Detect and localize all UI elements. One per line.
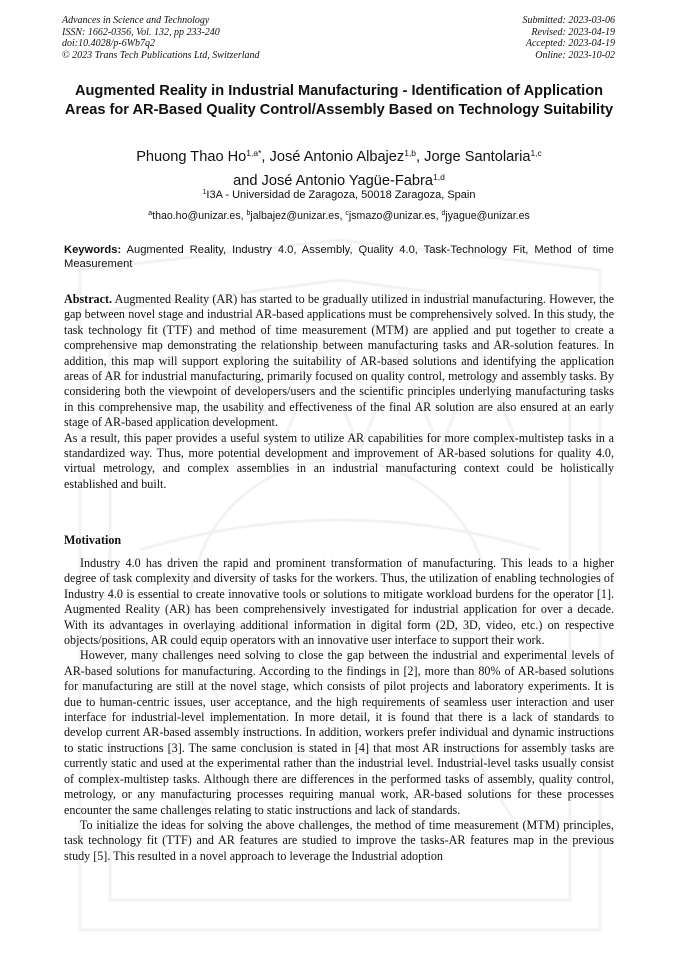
- author-emails: $^a$thao.ho@unizar.es, $^b$jalbajez@unizar.es, $^c$jsmazo@unizar.es, $^d$jyague@unizar.es: [148, 210, 530, 222]
- author-list: [60, 143, 618, 191]
- journal-info: [62, 15, 260, 61]
- keywords-label: Keywords:: [64, 244, 122, 256]
- date-accepted: Accepted: 2023-04-19: [525, 38, 615, 50]
- keywords: [64, 243, 614, 271]
- journal-doi[interactable]: doi:10.4028/p-6Wb7q2: [62, 38, 156, 50]
- author-name: and José Antonio Yagüe-Fabra: [233, 173, 434, 189]
- date-revised: Revised: 2023-04-19: [531, 26, 615, 38]
- email-link[interactable]: thao.ho@unizar.es,: [152, 210, 247, 222]
- journal-copyright: © 2023 Trans Tech Publications Ltd, Switzerland: [62, 49, 260, 61]
- date-online: Online: 2023-10-02: [535, 49, 615, 61]
- email-link[interactable]: jalbajez@unizar.es,: [250, 210, 346, 222]
- keywords-text: Augmented Reality, Industry 4.0, Assembly, Quality 4.0, Task-Technology Fit, Method of time Measurement: [64, 244, 614, 270]
- section-heading-motivation: Motivation: [64, 533, 122, 547]
- publication-dates: [523, 15, 616, 61]
- author-name: Phuong Thao Ho: [136, 149, 247, 165]
- paper-title: Augmented Reality in Industrial Manufacturing - Identification of Application Areas for AR-Based Quality Control/Assembly Based on Technology Suitability: [64, 83, 614, 118]
- affiliation: $^1$I3A - Universidad de Zaragoza, 50018 Zaragoza, Spain: [202, 189, 476, 201]
- author-name: José Antonio Albajez: [269, 149, 405, 165]
- journal-name: Advances in Science and Technology: [62, 15, 210, 26]
- author-affiliation-mark: 1,c: [530, 148, 542, 158]
- abstract: [64, 292, 614, 492]
- journal-issn: ISSN: 1662-0356, Vol. 132, pp 233-240: [62, 26, 220, 38]
- body-paragraph: Industry 4.0 has driven the rapid and prominent transformation of manufacturing. This leads to a higher degree of task complexity and diversity of tasks for the workers. Thus, the utilization of enabling technologies of Industry 4.0 is essential to create innovative tools or solutions to mitigate workload burdens for the operator [1]. Augmented Reality (AR) has been comprehensively investigated for industrial application for over a decade. With its advantages in overlaying additional information in digital form (2D, 3D, video, etc.) on respective objects/positions, AR could equip operators with an innovative user interface to support their work.: [64, 556, 614, 648]
- author-affiliation-mark: 1,d: [433, 172, 445, 182]
- body-paragraph: To initialize the ideas for solving the above challenges, the method of time measurement (MTM) principles, task technology fit (TTF) and AR features are studied to improve the tasks-AR features map in the previous study [5]. This resulted in a novel approach to leverage the Industrial adoption: [64, 817, 614, 863]
- abstract-paragraph: Abstract. Augmented Reality (AR) has started to be gradually utilized in industrial manufacturing. However, the gap between novel stage and industrial AR-based applications must be comprehensively solved. In this study, the task technology fit (TTF) and method of time measurement (MTM) are applied and put together to create a comprehensive map demonstrating the relationship between manufacturing tasks and AR-solution features. In addition, this map will support exploring the suitability of AR-based solutions and identifying the application areas of AR for industrial manufacturing, primarily focused on quality control, metrology and assembly tasks. By considering both the viewpoint of developers/users and the scientific principles underlying manufacturing tasks in this comprehensive map, the usability and effectiveness of the final AR solution are also ensured at an early stage of AR-based application development.: [64, 292, 615, 430]
- motivation-section: [64, 556, 614, 864]
- email-link[interactable]: jyague@unizar.es: [445, 210, 530, 222]
- author-line-1: Phuong Thao $Ho^{1,a*}$, José Antonio Albajez$^{1,b}$, Jorge Santolaria$^{1,c}$: [136, 148, 542, 165]
- abstract-paragraph: As a result, this paper provides a useful system to utilize AR capabilities for more complex-multistep tasks in a standardized way. Thus, more potential development and improvement of AR-based solutions for quality 4.0, virtual metrology, and complex assemblies in an industrial manufacturing context could be holistically established and built.: [64, 430, 614, 491]
- author-name: Jorge Santolaria: [424, 149, 531, 165]
- body-paragraph: However, many challenges need solving to close the gap between the industrial and experimental levels of AR-based solutions for manufacturing. According to the findings in [2], more than 80% of AR-based solutions for manufacturing are still at the novel stage, which consists of pilot projects and laboratory experiments. It is due to human-centric issues, user acceptance, and the high requirements of seamless user interaction and user interface for industrial-level implementation. In more detail, it is found that there is a lack of standards to develop current AR-based assembly instructions. In addition, workers prefer individual and dynamic instructions to static instructions [3]. The same conclusion is stated in [4] that most AR instructions for assembly tasks are currently static and used at the experimental rather than the industrial level. Industrial-level tasks usually consist of complex-multistep tasks. Although there are differences in the performed tasks of assembly, quality control, metrology, or any manufacturing processes requiring manual work, AR-based solutions for these processes encounter the same challenges relating to static instructions and lack of standards.: [64, 648, 614, 817]
- author-affiliation-mark: 1,b: [404, 148, 417, 158]
- abstract-label: Abstract.: [64, 292, 113, 306]
- date-submitted: Submitted: 2023-03-06: [522, 15, 615, 26]
- author-affiliation-mark: 1,a*: [246, 148, 262, 158]
- email-link[interactable]: jsmazo@unizar.es,: [348, 210, 442, 222]
